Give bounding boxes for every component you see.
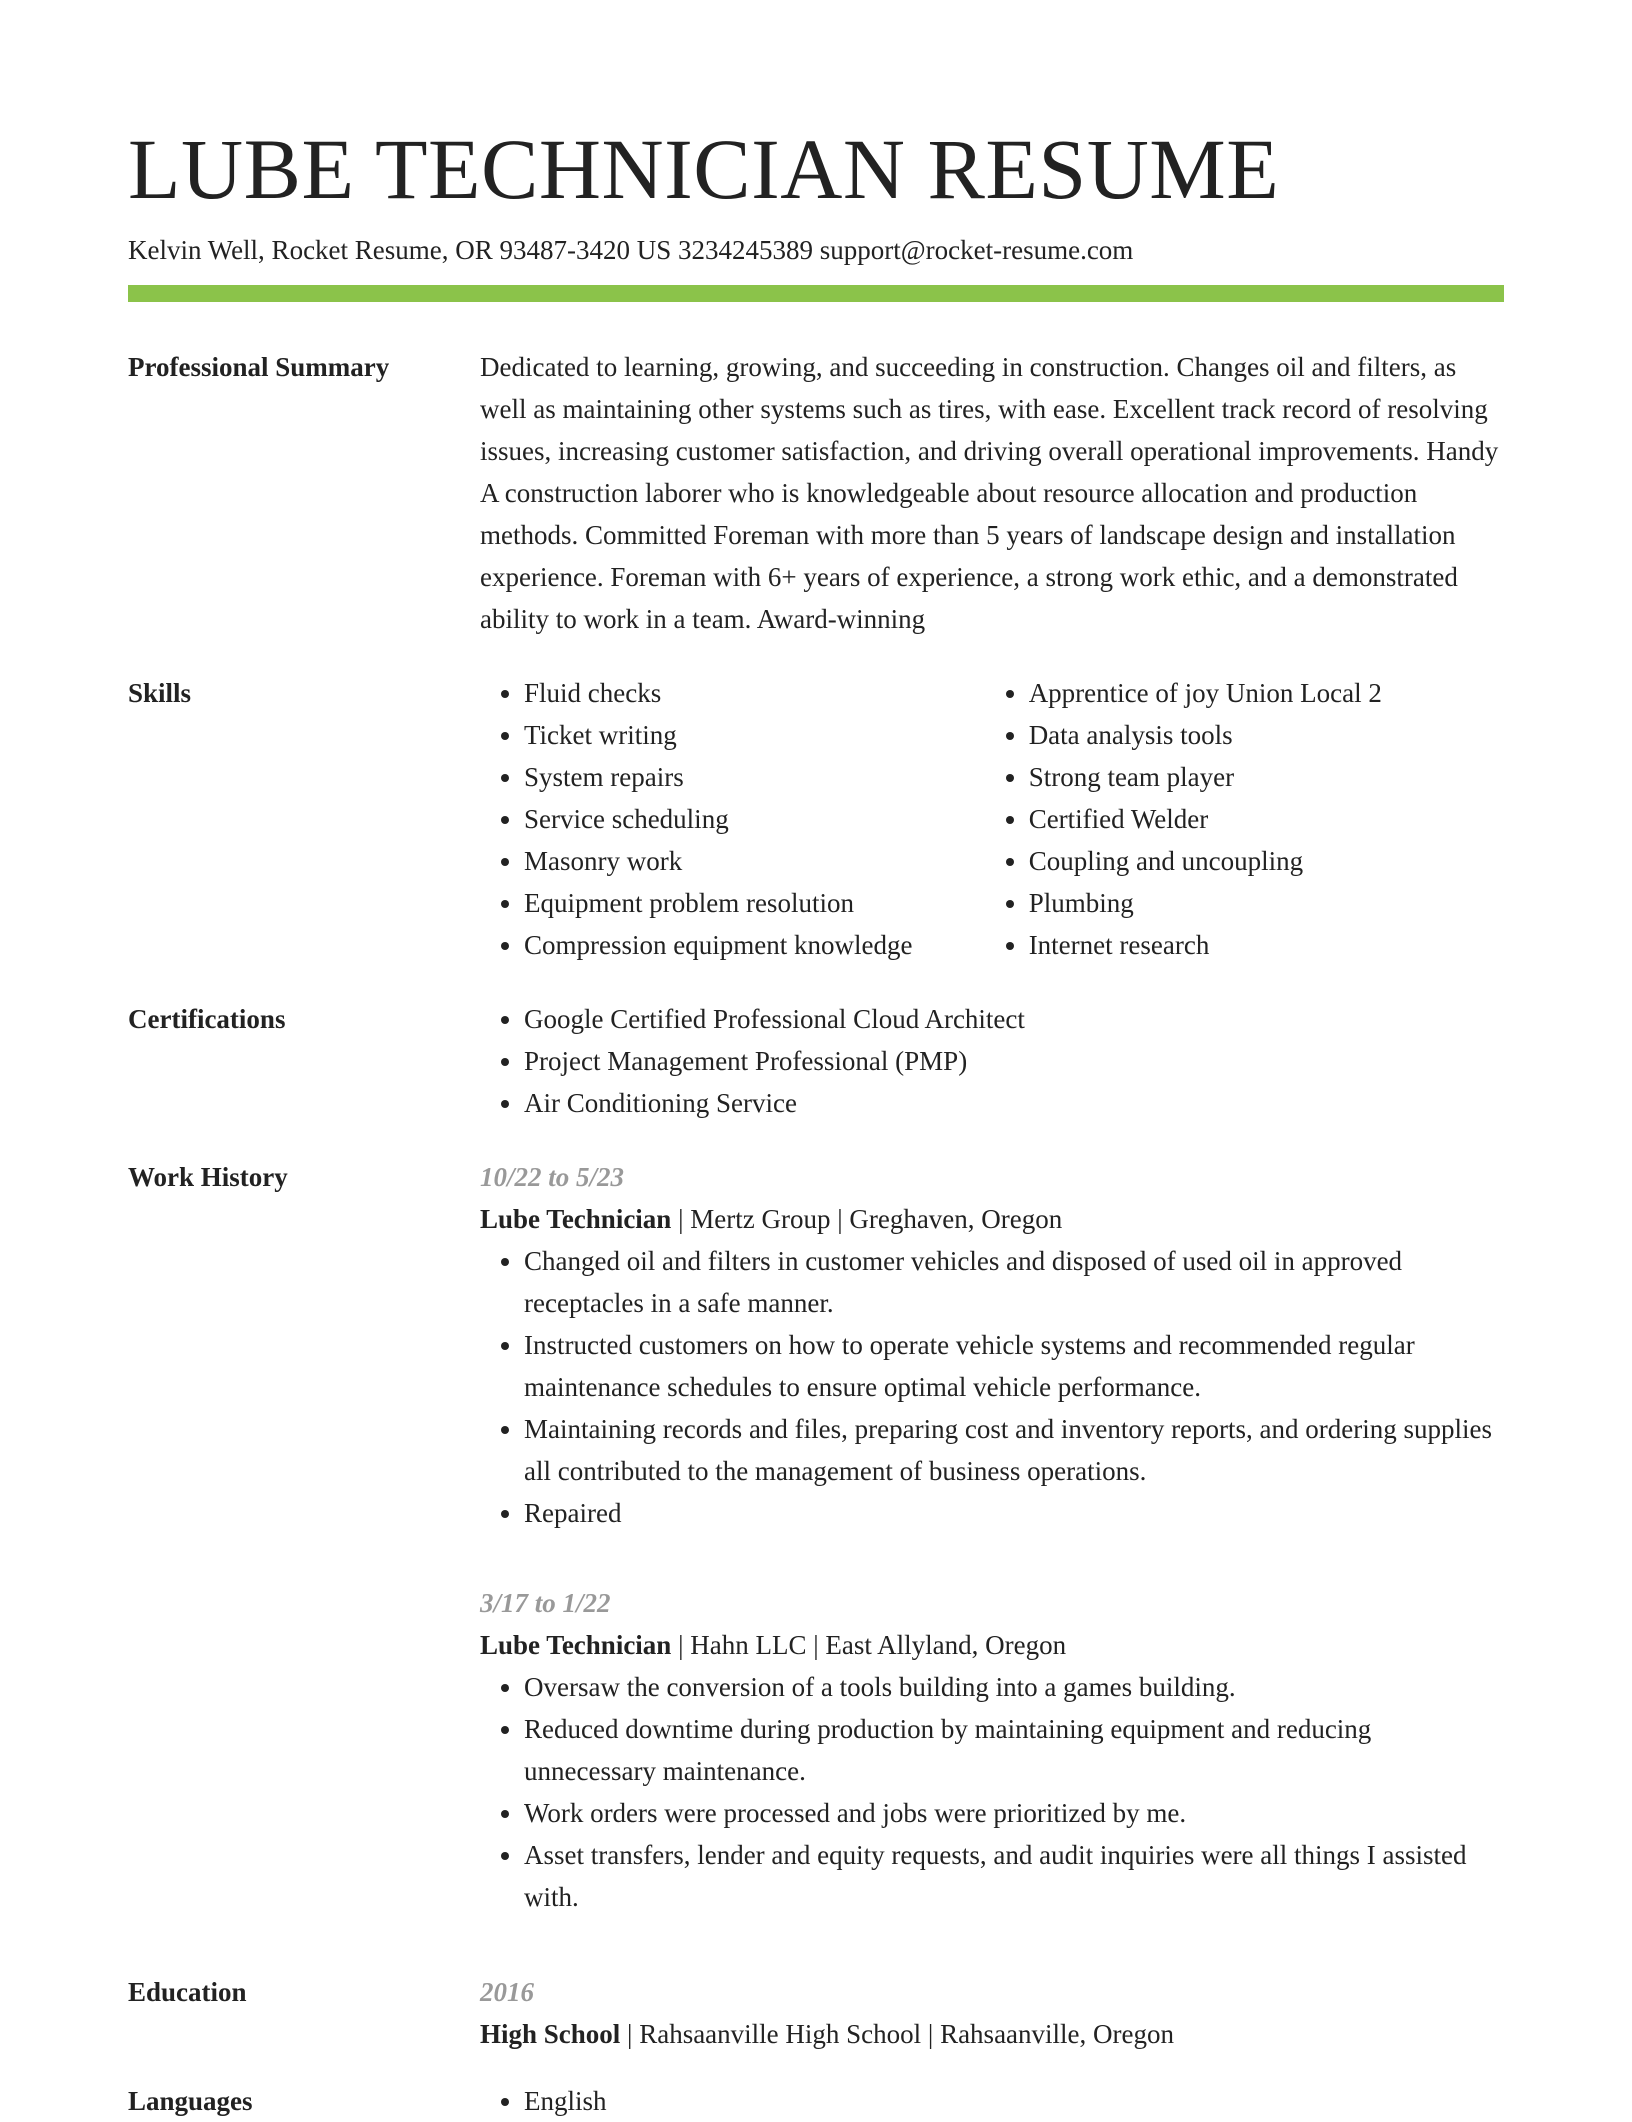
skill-item: • Internet research — [1029, 924, 1504, 966]
skill-item: • Certified Welder — [1029, 798, 1504, 840]
skill-item: • Compression equipment knowledge — [524, 924, 985, 966]
header-divider — [128, 285, 1504, 302]
skills-list-right — [985, 672, 1504, 966]
education-body — [480, 1971, 1504, 2055]
language-item: • English — [524, 2080, 1504, 2122]
job-bullets — [480, 1240, 1504, 1534]
job-dates: 10/22 to 5/23 — [480, 1162, 625, 1192]
contact-line: Kelvin Well, Rocket Resume, OR 93487-3420 US 3234245389 support@rocket-resume.com — [128, 235, 1134, 265]
job-bullet: • Maintaining records and files, preparing cost and inventory reports, and ordering supplies all contributed to the management of business operations. — [524, 1408, 1504, 1492]
skill-item: • Ticket writing — [524, 714, 985, 756]
job-bullet: • Reduced downtime during production by maintaining equipment and reducing unnecessary maintenance. — [524, 1708, 1504, 1792]
languages-body — [480, 2080, 1504, 2122]
education-details: | Rahsaanville High School | Rahsaanville, Oregon — [620, 2019, 1174, 2049]
certification-item: • Google Certified Professional Cloud Architect — [524, 998, 1504, 1040]
skills-label: Skills — [128, 678, 192, 708]
languages-label: Languages — [128, 2086, 253, 2116]
skill-item: • System repairs — [524, 756, 985, 798]
job-details: | Mertz Group | Greghaven, Oregon — [671, 1204, 1063, 1234]
job-heading — [480, 1624, 1504, 1666]
resume-title: LUBE TECHNICIAN RESUME — [128, 121, 1280, 217]
job-bullet: • Repaired — [524, 1492, 1504, 1534]
job-heading — [480, 1198, 1504, 1240]
work-history-label: Work History — [128, 1162, 288, 1192]
education-degree: High School — [480, 2019, 621, 2049]
skill-item: • Masonry work — [524, 840, 985, 882]
skill-item: • Coupling and uncoupling — [1029, 840, 1504, 882]
job-bullet: • Changed oil and filters in customer vehicles and disposed of used oil in approved receptacles in a safe manner. — [524, 1240, 1504, 1324]
skill-item: • Fluid checks — [524, 672, 985, 714]
education-label: Education — [128, 1977, 247, 2007]
languages-list — [480, 2080, 1504, 2122]
skill-item: • Plumbing — [1029, 882, 1504, 924]
skills-body — [480, 672, 1504, 966]
certification-item: • Project Management Professional (PMP) — [524, 1040, 1504, 1082]
certifications-label: Certifications — [128, 1004, 286, 1034]
job-title: Lube Technician — [480, 1630, 672, 1660]
skill-item: • Service scheduling — [524, 798, 985, 840]
certification-item: • Air Conditioning Service — [524, 1082, 1504, 1124]
skill-item: • Data analysis tools — [1029, 714, 1504, 756]
summary-label: Professional Summary — [128, 352, 390, 382]
skill-item: • Apprentice of joy Union Local 2 — [1029, 672, 1504, 714]
job-entry — [480, 1156, 1504, 1534]
job-bullet: • Work orders were processed and jobs were prioritized by me. — [524, 1792, 1504, 1834]
job-title: Lube Technician — [480, 1204, 672, 1234]
certifications-list — [480, 998, 1504, 1124]
education-heading — [480, 2013, 1504, 2055]
certifications-body — [480, 998, 1504, 1124]
summary-text: Dedicated to learning, growing, and succeeding in construction. Changes oil and filters, as well as maintaining other systems such as tires, with ease. Excellent track record of resolving issues, increasing customer satisfaction, and driving overall operational improvements. Handy A construction laborer who is knowledgeable about resource allocation and production methods. Committed Foreman with more than 5 years of landscape design and installation experience. Foreman with 6+ years of experience, a strong work ethic, and a demonstrated ability to work in a team. Award-winning — [480, 352, 1499, 634]
job-dates: 3/17 to 1/22 — [480, 1588, 611, 1618]
job-entry — [480, 1582, 1504, 1918]
job-bullet: • Oversaw the conversion of a tools building into a games building. — [524, 1666, 1504, 1708]
job-bullet: • Asset transfers, lender and equity requests, and audit inquiries were all things I assisted with. — [524, 1834, 1504, 1918]
job-bullet: • Instructed customers on how to operate vehicle systems and recommended regular maintenance schedules to ensure optimal vehicle performance. — [524, 1324, 1504, 1408]
job-details: | Hahn LLC | East Allyland, Oregon — [671, 1630, 1067, 1660]
skill-item: • Equipment problem resolution — [524, 882, 985, 924]
summary-body — [480, 346, 1504, 640]
job-bullets — [480, 1666, 1504, 1918]
education-year: 2016 — [480, 1977, 534, 2007]
skills-list-left — [480, 672, 985, 966]
skill-item: • Strong team player — [1029, 756, 1504, 798]
